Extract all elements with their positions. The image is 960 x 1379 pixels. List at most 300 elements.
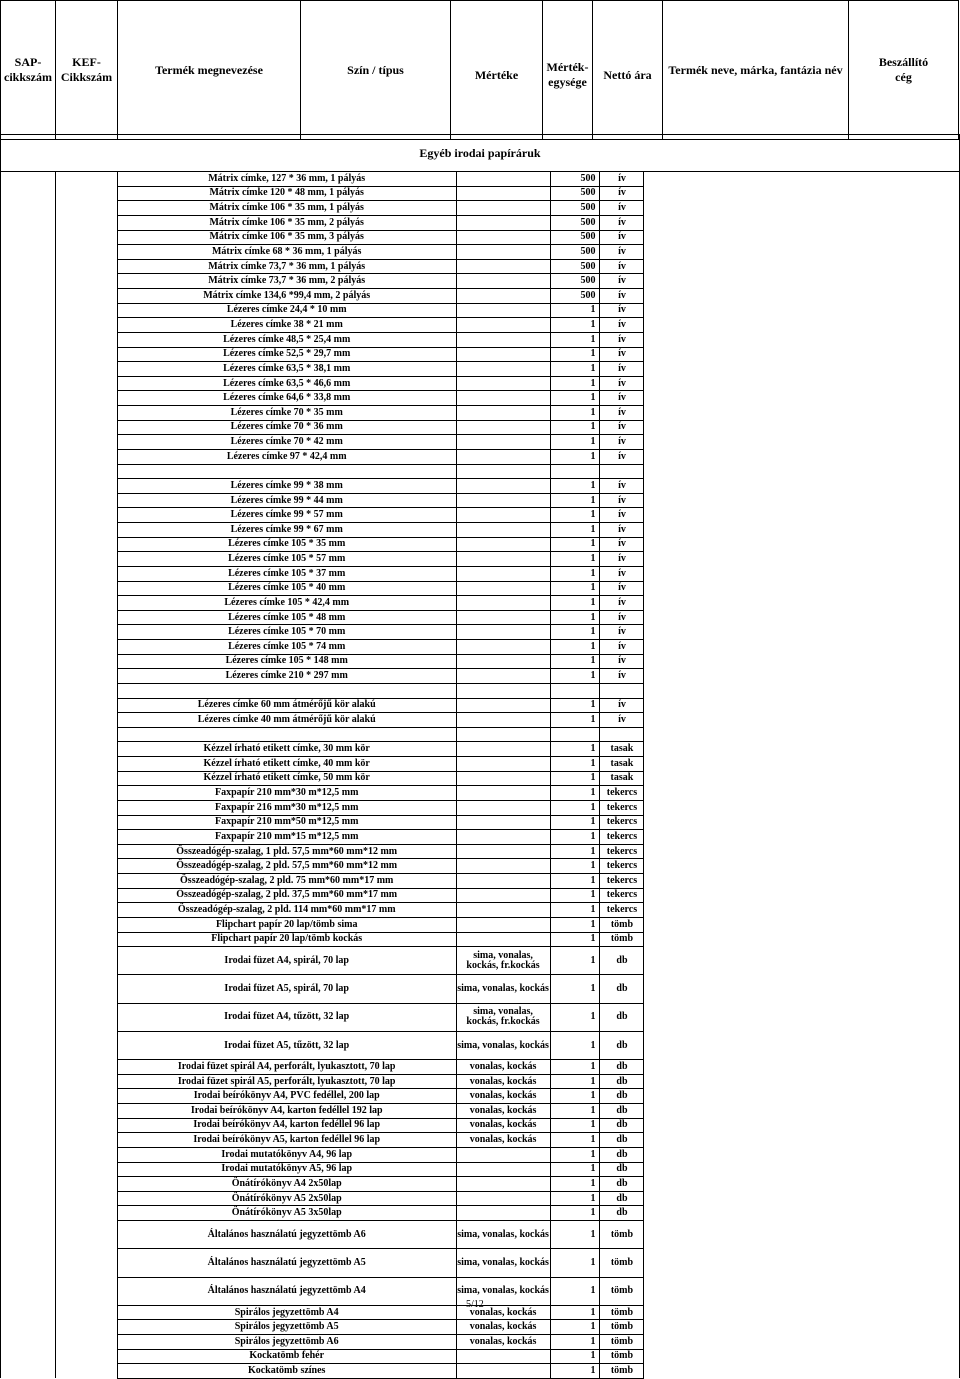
extra-cell — [644, 318, 960, 333]
extra-cell — [644, 1221, 960, 1249]
product-unit: ív — [600, 289, 644, 304]
table-row — [1, 757, 960, 772]
product-unit: tekercs — [600, 800, 644, 815]
kef-cell — [55, 742, 117, 757]
kef-cell — [55, 449, 117, 464]
product-name: Lézeres címke 52,5 * 29,7 mm — [117, 347, 456, 362]
product-quantity — [550, 464, 600, 479]
table-row — [1, 406, 960, 421]
product-color — [456, 1349, 550, 1364]
sap-cell — [1, 975, 56, 1003]
sap-cell — [1, 201, 56, 216]
kef-cell — [55, 581, 117, 596]
sap-cell — [1, 727, 56, 742]
product-name: Lézeres címke 70 * 42 mm — [117, 435, 456, 450]
sap-cell — [1, 464, 56, 479]
extra-cell — [644, 493, 960, 508]
product-color — [456, 581, 550, 596]
product-quantity: 1 — [550, 903, 600, 918]
sap-cell — [1, 581, 56, 596]
product-unit: ív — [600, 523, 644, 538]
extra-cell — [644, 757, 960, 772]
extra-cell — [644, 975, 960, 1003]
table-row — [1, 1364, 960, 1379]
kef-cell — [55, 332, 117, 347]
product-quantity: 1 — [550, 479, 600, 494]
product-name: Lézeres címke 99 * 67 mm — [117, 523, 456, 538]
product-quantity: 1 — [550, 1133, 600, 1148]
kef-cell — [55, 259, 117, 274]
table-row — [1, 1118, 960, 1133]
product-unit: tömb — [600, 1349, 644, 1364]
product-name: Irodai füzet A4, tűzött, 32 lap — [117, 1003, 456, 1031]
kef-cell — [55, 1031, 117, 1059]
product-unit: ív — [600, 391, 644, 406]
extra-cell — [644, 201, 960, 216]
product-color: sima, vonalas, kockás — [456, 1221, 550, 1249]
product-color — [456, 391, 550, 406]
extra-cell — [644, 888, 960, 903]
table-row — [1, 1320, 960, 1335]
kef-cell — [55, 289, 117, 304]
header-brand — [663, 1, 849, 140]
product-unit: ív — [600, 698, 644, 713]
product-color — [456, 1162, 550, 1177]
product-unit: tekercs — [600, 786, 644, 801]
kef-cell — [55, 420, 117, 435]
header-label: Termék megnevezése — [155, 62, 263, 77]
table-row — [1, 347, 960, 362]
kef-cell — [55, 435, 117, 450]
header-supplier — [849, 1, 959, 140]
kef-cell — [55, 947, 117, 975]
table-row — [1, 464, 960, 479]
product-color — [456, 932, 550, 947]
product-color: vonalas, kockás — [456, 1060, 550, 1075]
extra-cell — [644, 391, 960, 406]
sap-cell — [1, 844, 56, 859]
kef-cell — [55, 508, 117, 523]
product-color — [456, 640, 550, 655]
product-color — [456, 230, 550, 245]
extra-cell — [644, 347, 960, 362]
sap-cell — [1, 800, 56, 815]
sap-cell — [1, 552, 56, 567]
kef-cell — [55, 757, 117, 772]
sap-cell — [1, 186, 56, 201]
table-row — [1, 669, 960, 684]
product-quantity: 1 — [550, 932, 600, 947]
product-name: Mátrix címke 106 * 35 mm, 2 pályás — [117, 215, 456, 230]
product-quantity: 1 — [550, 698, 600, 713]
table-row — [1, 259, 960, 274]
product-color — [456, 186, 550, 201]
product-unit: tömb — [600, 1305, 644, 1320]
table-row — [1, 1191, 960, 1206]
sap-cell — [1, 1206, 56, 1221]
product-color — [456, 742, 550, 757]
table-header — [0, 0, 960, 140]
table-row — [1, 917, 960, 932]
sap-cell — [1, 230, 56, 245]
sap-cell — [1, 932, 56, 947]
product-name: Lézeres címke 38 * 21 mm — [117, 318, 456, 333]
table-row — [1, 318, 960, 333]
product-color — [456, 859, 550, 874]
product-quantity: 1 — [550, 669, 600, 684]
header-kef — [56, 1, 118, 140]
product-unit: ív — [600, 669, 644, 684]
product-unit: tasak — [600, 757, 644, 772]
product-unit: db — [600, 1089, 644, 1104]
table-row — [1, 245, 960, 260]
sap-cell — [1, 683, 56, 698]
kef-cell — [55, 552, 117, 567]
product-color — [456, 625, 550, 640]
extra-cell — [644, 917, 960, 932]
sap-cell — [1, 1118, 56, 1133]
sap-cell — [1, 1349, 56, 1364]
product-unit: db — [600, 947, 644, 975]
product-quantity — [550, 727, 600, 742]
extra-cell — [644, 566, 960, 581]
table-row — [1, 1206, 960, 1221]
product-color: sima, vonalas, kockás — [456, 1031, 550, 1059]
sap-cell — [1, 1320, 56, 1335]
product-name: Lézeres címke 63,5 * 46,6 mm — [117, 376, 456, 391]
table-row — [1, 186, 960, 201]
extra-cell — [644, 376, 960, 391]
product-quantity: 1 — [550, 318, 600, 333]
sap-cell — [1, 654, 56, 669]
product-quantity: 1 — [550, 1031, 600, 1059]
product-color: sima, vonalas, kockás — [456, 975, 550, 1003]
sap-cell — [1, 947, 56, 975]
product-color — [456, 172, 550, 186]
extra-cell — [644, 508, 960, 523]
product-unit: tekercs — [600, 859, 644, 874]
product-unit: db — [600, 1133, 644, 1148]
kef-cell — [55, 610, 117, 625]
kef-cell — [55, 596, 117, 611]
product-name: Mátrix címke, 127 * 36 mm, 1 pályás — [117, 172, 456, 186]
kef-cell — [55, 318, 117, 333]
table-row — [1, 596, 960, 611]
product-quantity: 500 — [550, 201, 600, 216]
product-name: Mátrix címke 106 * 35 mm, 3 pályás — [117, 230, 456, 245]
product-table — [0, 172, 960, 1379]
sap-cell — [1, 757, 56, 772]
kef-cell — [55, 1162, 117, 1177]
extra-cell — [644, 1003, 960, 1031]
kef-cell — [55, 669, 117, 684]
product-name: Irodai beírókönyv A4, PVC fedéllel, 200 lap — [117, 1089, 456, 1104]
sap-cell — [1, 786, 56, 801]
product-name: Irodai mutatókönyv A4, 96 lap — [117, 1147, 456, 1162]
product-unit: ív — [600, 640, 644, 655]
kef-cell — [55, 874, 117, 889]
product-unit: db — [600, 1191, 644, 1206]
sap-cell — [1, 917, 56, 932]
table-row — [1, 1031, 960, 1059]
product-color — [456, 215, 550, 230]
extra-cell — [644, 172, 960, 186]
extra-cell — [644, 1089, 960, 1104]
product-unit: ív — [600, 318, 644, 333]
product-color: vonalas, kockás — [456, 1104, 550, 1119]
table-row — [1, 376, 960, 391]
extra-cell — [644, 581, 960, 596]
product-color — [456, 757, 550, 772]
product-quantity: 1 — [550, 1320, 600, 1335]
product-unit: ív — [600, 654, 644, 669]
sap-cell — [1, 713, 56, 728]
product-unit: db — [600, 1074, 644, 1089]
product-name: Irodai beírókönyv A5, karton fedéllel 96 lap — [117, 1133, 456, 1148]
table-row — [1, 1060, 960, 1075]
product-unit: ív — [600, 172, 644, 186]
product-name: Lézeres címke 99 * 38 mm — [117, 479, 456, 494]
product-color: sima, vonalas, kockás — [456, 1277, 550, 1305]
kef-cell — [55, 771, 117, 786]
product-unit — [600, 727, 644, 742]
product-quantity: 1 — [550, 771, 600, 786]
extra-cell — [644, 1320, 960, 1335]
product-color: sima, vonalas, kockás, fr.kockás — [456, 947, 550, 975]
product-name: Összeadógép-szalag, 2 pld. 57,5 mm*60 mm*12 mm — [117, 859, 456, 874]
sap-cell — [1, 1335, 56, 1350]
product-quantity: 1 — [550, 844, 600, 859]
extra-cell — [644, 742, 960, 757]
kef-cell — [55, 274, 117, 289]
header-price — [593, 1, 663, 140]
table-row — [1, 581, 960, 596]
product-color — [456, 903, 550, 918]
header-unit — [543, 1, 593, 140]
product-name — [117, 727, 456, 742]
product-unit: db — [600, 1104, 644, 1119]
extra-cell — [644, 1060, 960, 1075]
product-quantity: 1 — [550, 1089, 600, 1104]
product-name: Lézeres címke 97 * 42,4 mm — [117, 449, 456, 464]
product-quantity: 1 — [550, 523, 600, 538]
sap-cell — [1, 1133, 56, 1148]
sap-cell — [1, 1162, 56, 1177]
product-unit: tömb — [600, 1221, 644, 1249]
table-row — [1, 537, 960, 552]
kef-cell — [55, 1349, 117, 1364]
product-color: vonalas, kockás — [456, 1320, 550, 1335]
product-quantity: 1 — [550, 1003, 600, 1031]
table-row — [1, 1104, 960, 1119]
kef-cell — [55, 215, 117, 230]
product-name: Kézzel írható etikett címke, 30 mm kör — [117, 742, 456, 757]
kef-cell — [55, 713, 117, 728]
extra-cell — [644, 669, 960, 684]
table-row — [1, 362, 960, 377]
product-name: Lézeres címke 105 * 42,4 mm — [117, 596, 456, 611]
product-unit: db — [600, 1177, 644, 1192]
product-name: Lézeres címke 105 * 57 mm — [117, 552, 456, 567]
kef-cell — [55, 406, 117, 421]
product-name: Lézeres címke 105 * 37 mm — [117, 566, 456, 581]
kef-cell — [55, 683, 117, 698]
product-name: Kézzel írható etikett címke, 50 mm kör — [117, 771, 456, 786]
table-row — [1, 683, 960, 698]
sap-cell — [1, 303, 56, 318]
table-row — [1, 640, 960, 655]
product-name: Kézzel írható etikett címke, 40 mm kör — [117, 757, 456, 772]
extra-cell — [644, 230, 960, 245]
table-row — [1, 420, 960, 435]
product-quantity: 1 — [550, 742, 600, 757]
sap-cell — [1, 669, 56, 684]
product-quantity: 1 — [550, 1364, 600, 1379]
product-name: Lézeres címke 105 * 40 mm — [117, 581, 456, 596]
table-row — [1, 727, 960, 742]
product-name: Faxpapír 210 mm*50 m*12,5 mm — [117, 815, 456, 830]
table-row — [1, 844, 960, 859]
sap-cell — [1, 172, 56, 186]
table-row — [1, 391, 960, 406]
sap-cell — [1, 566, 56, 581]
product-quantity: 1 — [550, 435, 600, 450]
extra-cell — [644, 654, 960, 669]
sap-cell — [1, 1003, 56, 1031]
kef-cell — [55, 888, 117, 903]
product-quantity: 500 — [550, 215, 600, 230]
sap-cell — [1, 449, 56, 464]
product-name: Faxpapír 216 mm*30 m*12,5 mm — [117, 800, 456, 815]
product-name: Faxpapír 210 mm*30 m*12,5 mm — [117, 786, 456, 801]
product-quantity: 1 — [550, 757, 600, 772]
product-unit: ív — [600, 362, 644, 377]
kef-cell — [55, 347, 117, 362]
sap-cell — [1, 493, 56, 508]
product-name: Flipchart papír 20 lap/tömb kockás — [117, 932, 456, 947]
header-label: Mérték- egysége — [546, 60, 589, 89]
product-unit: ív — [600, 435, 644, 450]
product-unit: db — [600, 975, 644, 1003]
sap-cell — [1, 1147, 56, 1162]
category-title: Egyéb irodai papíráruk — [0, 134, 960, 172]
product-quantity: 1 — [550, 1349, 600, 1364]
extra-cell — [644, 1191, 960, 1206]
extra-cell — [644, 640, 960, 655]
header-sap — [1, 1, 56, 140]
product-color — [456, 669, 550, 684]
product-name: Lézeres címke 48,5 * 25,4 mm — [117, 332, 456, 347]
product-color — [456, 713, 550, 728]
extra-cell — [644, 786, 960, 801]
table-row — [1, 742, 960, 757]
product-unit: tömb — [600, 1249, 644, 1277]
product-name: Lézeres címke 99 * 44 mm — [117, 493, 456, 508]
product-quantity: 500 — [550, 259, 600, 274]
kef-cell — [55, 1206, 117, 1221]
table-row — [1, 654, 960, 669]
product-quantity: 500 — [550, 186, 600, 201]
extra-cell — [644, 1335, 960, 1350]
product-quantity: 1 — [550, 581, 600, 596]
extra-cell — [644, 610, 960, 625]
product-color — [456, 830, 550, 845]
product-quantity: 1 — [550, 596, 600, 611]
kef-cell — [55, 201, 117, 216]
product-quantity: 1 — [550, 830, 600, 845]
product-color — [456, 917, 550, 932]
sap-cell — [1, 610, 56, 625]
header-color — [301, 1, 451, 140]
product-unit: tekercs — [600, 815, 644, 830]
product-unit: ív — [600, 625, 644, 640]
product-unit: tömb — [600, 1335, 644, 1350]
table-row — [1, 274, 960, 289]
kef-cell — [55, 1221, 117, 1249]
product-quantity: 1 — [550, 303, 600, 318]
product-quantity: 1 — [550, 420, 600, 435]
product-name: Lézeres címke 105 * 48 mm — [117, 610, 456, 625]
extra-cell — [644, 859, 960, 874]
product-unit: ív — [600, 596, 644, 611]
product-color — [456, 1206, 550, 1221]
product-unit: ív — [600, 215, 644, 230]
header-label: SAP- cikkszám — [4, 55, 52, 84]
table-row — [1, 903, 960, 918]
product-unit: tekercs — [600, 830, 644, 845]
product-unit: ív — [600, 537, 644, 552]
product-unit: db — [600, 1003, 644, 1031]
product-unit: ív — [600, 566, 644, 581]
kef-cell — [55, 1177, 117, 1192]
product-quantity: 1 — [550, 391, 600, 406]
product-quantity: 1 — [550, 1335, 600, 1350]
product-quantity: 500 — [550, 172, 600, 186]
kef-cell — [55, 1104, 117, 1119]
table-row — [1, 289, 960, 304]
product-name: Lézeres címke 105 * 74 mm — [117, 640, 456, 655]
kef-cell — [55, 376, 117, 391]
product-quantity: 1 — [550, 815, 600, 830]
sap-cell — [1, 479, 56, 494]
table-row — [1, 1074, 960, 1089]
sap-cell — [1, 508, 56, 523]
product-unit: db — [600, 1147, 644, 1162]
product-unit: ív — [600, 230, 644, 245]
product-unit: ív — [600, 508, 644, 523]
product-color: sima, vonalas, kockás, fr.kockás — [456, 1003, 550, 1031]
kef-cell — [55, 1060, 117, 1075]
product-unit: db — [600, 1206, 644, 1221]
sap-cell — [1, 771, 56, 786]
product-name: Spirálos jegyzettömb A5 — [117, 1320, 456, 1335]
product-color — [456, 698, 550, 713]
extra-cell — [644, 274, 960, 289]
sap-cell — [1, 1104, 56, 1119]
extra-cell — [644, 815, 960, 830]
product-unit: ív — [600, 420, 644, 435]
product-name: Irodai füzet A5, spirál, 70 lap — [117, 975, 456, 1003]
kef-cell — [55, 493, 117, 508]
product-unit: tömb — [600, 917, 644, 932]
extra-cell — [644, 932, 960, 947]
kef-cell — [55, 1133, 117, 1148]
product-name: Mátrix címke 120 * 48 mm, 1 pályás — [117, 186, 456, 201]
product-name: Összeadógép-szalag, 2 pld. 114 mm*60 mm*17 mm — [117, 903, 456, 918]
product-color — [456, 566, 550, 581]
sap-cell — [1, 830, 56, 845]
product-quantity: 500 — [550, 289, 600, 304]
